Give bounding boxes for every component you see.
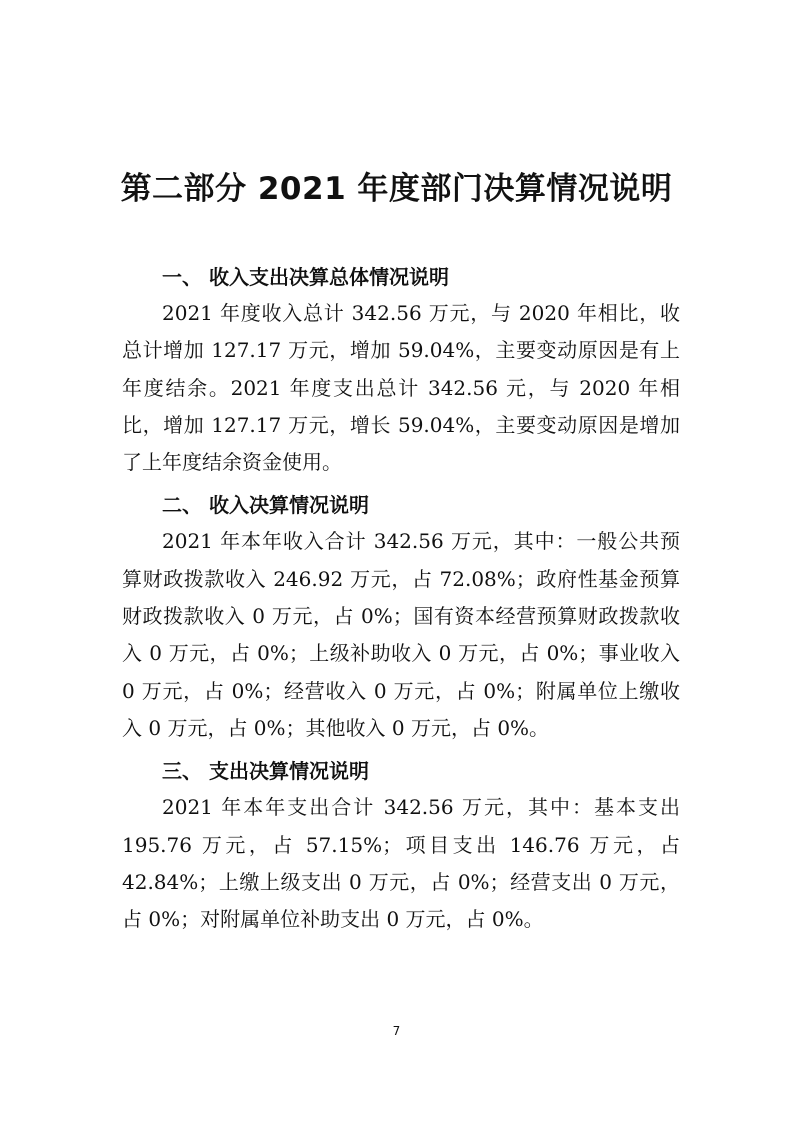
section-heading-income: 二、 收入决算情况说明 <box>162 493 369 518</box>
section-heading-expenditure: 三、 支出决算情况说明 <box>162 759 369 784</box>
section-income <box>122 487 680 747</box>
section-expenditure <box>122 753 680 938</box>
section-paragraph-expenditure: 2021 年本年支出合计 342.56 万元，其中：基本支出 195.76 万元，占 57.15%；项目支出 146.76 万元，占 42.84%；上缴上级支出 0 万元，占 0%；经营支出 0 万元，占 0%；对附属单位补助支出 0 万元，占 0%。 <box>122 795 680 932</box>
section-overall-income-expenditure <box>122 259 680 481</box>
section-heading-overall: 一、 收入支出决算总体情况说明 <box>162 265 449 289</box>
document-body <box>122 259 680 944</box>
page-number: 7 <box>392 1024 401 1038</box>
page-title: 第二部分 2021 年度部门决算情况说明 <box>120 171 673 207</box>
section-paragraph-overall: 2021 年度收入总计 342.56 万元，与 2020 年相比，收总计增加 127.17 万元，增加 59.04%，主要变动原因是有上年度结余。2021 年度支出总计 342.56 元，与 2020 年相比，增加 127.17 万元，增长 59.04%，主要变动原因是增加了上年度结余资金使用。 <box>122 301 680 475</box>
section-paragraph-income: 2021 年本年收入合计 342.56 万元，其中：一般公共预算财政拨款收入 246.92 万元，占 72.08%；政府性基金预算财政拨款收入 0 万元，占 0%；国有资本经营预算财政拨款收入 0 万元，占 0%；上级补助收入 0 万元，占 0%；事业收入 0 万元，占 0%；经营收入 0 万元，占 0%；附属单位上缴收入 0 万元，占 0%；其他收入 0 万元，占 0%。 <box>122 529 680 740</box>
